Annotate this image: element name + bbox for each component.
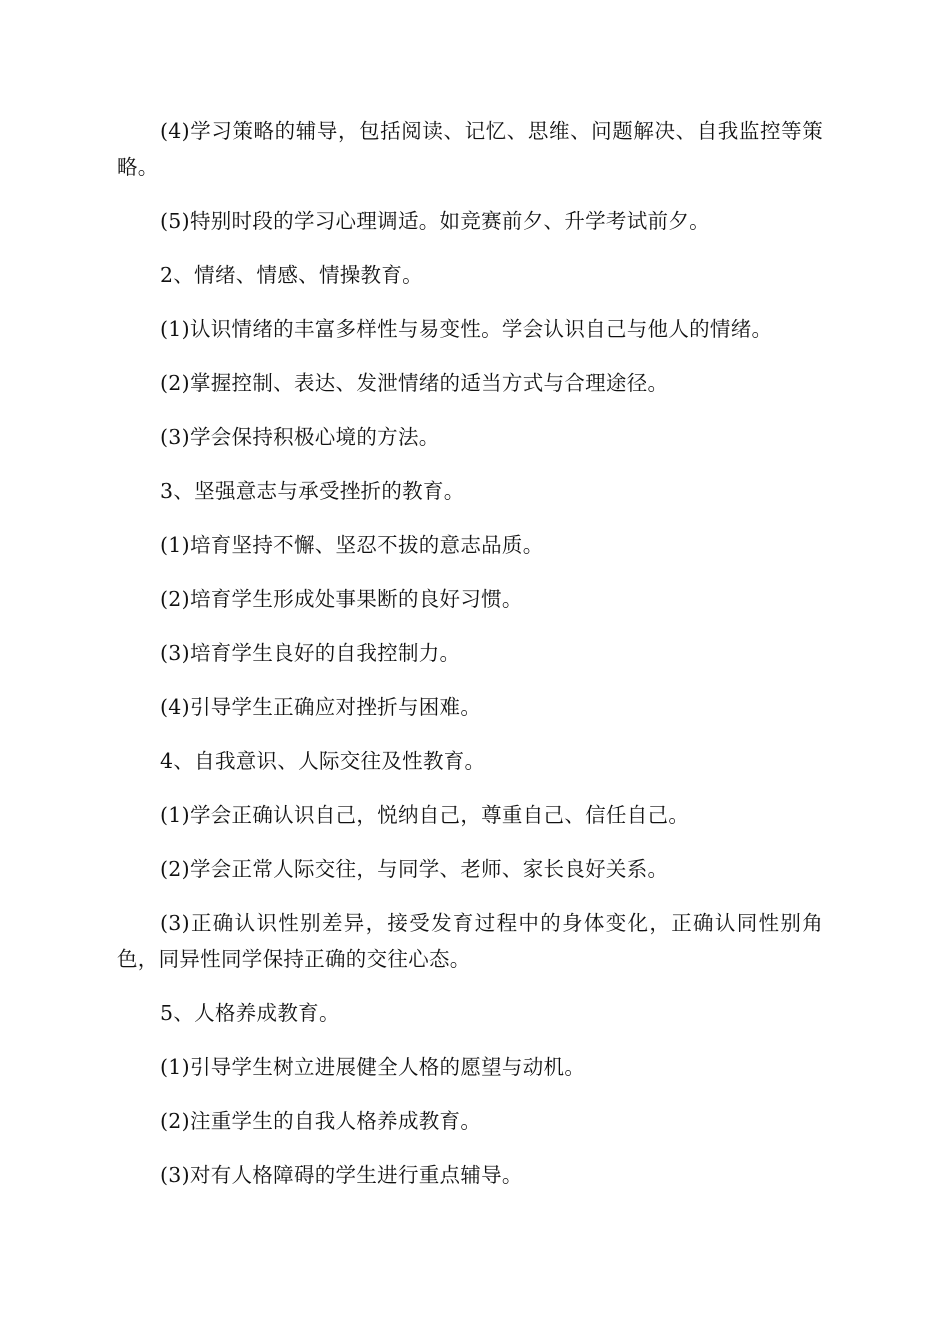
paragraph-special-period: (5)特别时段的学习心理调适。如竞赛前夕、升学考试前夕。 — [160, 209, 710, 233]
paragraph-willpower-2: (2)培育学生形成处事果断的良好习惯。 — [160, 587, 523, 611]
paragraph-emotion-3: (3)学会保持积极心境的方法。 — [160, 425, 440, 449]
paragraph-personality-1: (1)引导学生树立进展健全人格的愿望与动机。 — [160, 1055, 586, 1079]
paragraph-willpower-3: (3)培育学生良好的自我控制力。 — [160, 641, 461, 665]
section-heading-self-awareness: 4、自我意识、人际交往及性教育。 — [160, 749, 486, 773]
paragraph-willpower-4: (4)引导学生正确应对挫折与困难。 — [160, 695, 482, 719]
paragraph-self-awareness-2: (2)学会正常人际交往，与同学、老师、家长良好关系。 — [160, 857, 669, 881]
section-heading-willpower: 3、坚强意志与承受挫折的教育。 — [160, 479, 465, 503]
paragraph-emotion-1: (1)认识情绪的丰富多样性与易变性。学会认识自己与他人的情绪。 — [160, 317, 773, 341]
section-heading-personality: 5、人格养成教育。 — [160, 1001, 340, 1025]
paragraph-personality-2: (2)注重学生的自我人格养成教育。 — [160, 1109, 482, 1133]
document-body — [117, 113, 823, 1193]
paragraph-self-awareness-3: (3)正确认识性别差异，接受发育过程中的身体变化，正确认同性别角色，同异性同学保持正确的交往心态。 — [117, 911, 823, 971]
paragraph-strategy-guidance: (4)学习策略的辅导，包括阅读、记忆、思维、问题解决、自我监控等策略。 — [117, 119, 823, 179]
paragraph-emotion-2: (2)掌握控制、表达、发泄情绪的适当方式与合理途径。 — [160, 371, 669, 395]
paragraph-self-awareness-1: (1)学会正确认识自己，悦纳自己，尊重自己、信任自己。 — [160, 803, 690, 827]
section-heading-emotion: 2、情绪、情感、情操教育。 — [160, 263, 423, 287]
paragraph-personality-3: (3)对有人格障碍的学生进行重点辅导。 — [160, 1163, 523, 1187]
paragraph-willpower-1: (1)培育坚持不懈、坚忍不拔的意志品质。 — [160, 533, 544, 557]
